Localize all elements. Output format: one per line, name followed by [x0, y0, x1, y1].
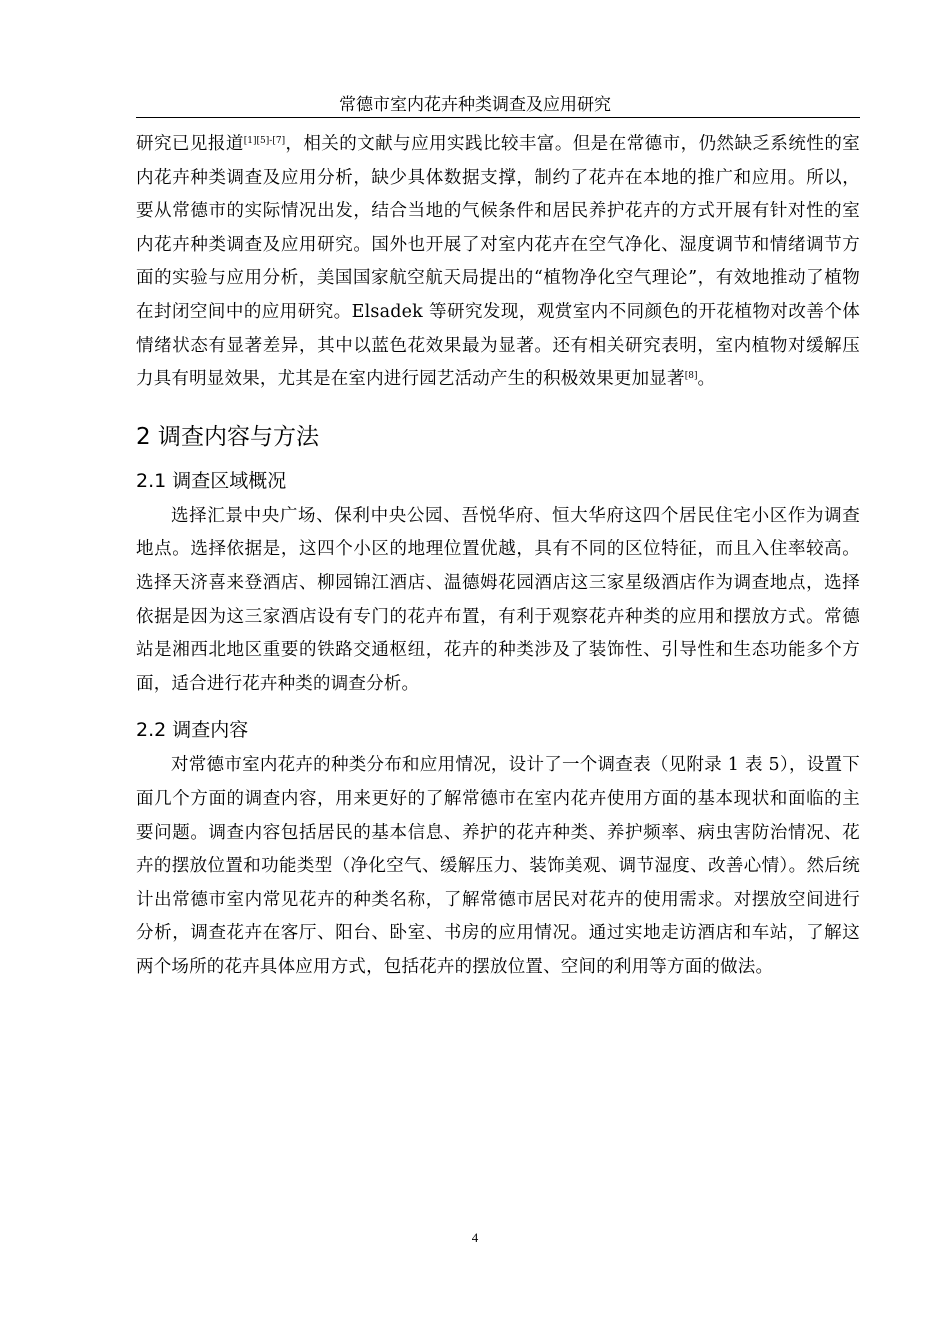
running-header-title: 常德市室内花卉种类调查及应用研究 — [339, 95, 611, 115]
header-rule — [136, 117, 860, 118]
intro-text-part3: 。 — [697, 369, 716, 390]
page-content — [136, 128, 860, 984]
section-2-1-heading: 2.1 调查区域概况 — [136, 469, 287, 492]
section-2-2-paragraph: 对常德市室内花卉的种类分布和应用情况，设计了一个调查表（见附录 1 表 5），设置下面几个方面的调查内容，用来更好的了解常德市在室内花卉使用方面的基本现状和面临的主要问题。调查内容包括居民的基本信息、养护的花卉种类、养护频率、病虫害防治情况、花卉的摆放位置和功能类型（净化空气、缓解压力、装饰美观、调节湿度、改善心情）。然后统计出常德市室内常见花卉的种类名称，了解常德市居民对花卉的使用需求。对摆放空间进行分析，调查花卉在客厅、阳台、卧室、书房的应用情况。通过实地走访酒店和车站，了解这两个场所的花卉具体应用方式，包括花卉的摆放位置、空间的利用等方面的做法。 — [136, 755, 860, 977]
section-2-1-paragraph: 选择汇景中央广场、保利中央公园、吾悦华府、恒大华府这四个居民住宅小区作为调查地点。选择依据是，这四个小区的地理位置优越，具有不同的区位特征，而且入住率较高。选择天济喜来登酒店、柳园锦江酒店、温德姆花园酒店这三家星级酒店作为调查地点，选择依据是因为这三家酒店设有专门的花卉布置，有利于观察花卉种类的应用和摆放方式。常德站是湘西北地区重要的铁路交通枢纽，花卉的种类涉及了装饰性、引导性和生态功能多个方面，适合进行花卉种类的调查分析。 — [136, 505, 860, 694]
section-2-2-heading: 2.2 调查内容 — [136, 719, 249, 742]
intro-text-part1: 研究已见报道 — [136, 134, 244, 154]
citation-ref-1[interactable]: [1][5]-[7] — [243, 136, 286, 146]
citation-ref-8[interactable]: [8] — [684, 371, 698, 382]
intro-paragraph — [136, 128, 860, 397]
section-2-heading: 2 调查内容与方法 — [136, 423, 319, 450]
page-number: 4 — [471, 1230, 479, 1245]
intro-text-part2: ，相关的文献与应用实践比较丰富。但是在常德市，仍然缺乏系统性的室内花卉种类调查及应用分析，缺少具体数据支撑，制约了花卉在本地的推广和应用。所以，要从常德市的实际情况出发，结合当地的气候条件和居民养护花卉的方式开展有针对性的室内花卉种类调查及应用研究。国外也开展了对室内花卉在空气净化、湿度调节和情绪调节方面的实验与应用分析，美国国家航空航天局提出的“植物净化空气理论”，有效地推动了植物在封闭空间中的应用研究。Elsadek 等研究发现，观赏室内不同颜色的开花植物对改善个体情绪状态有显著差异，其中以蓝色花效果最为显著。还有相关研究表明，室内植物对缓解压力具有明显效果，尤其是在室内进行园艺活动产生的积极效果更加显著 — [136, 134, 860, 390]
